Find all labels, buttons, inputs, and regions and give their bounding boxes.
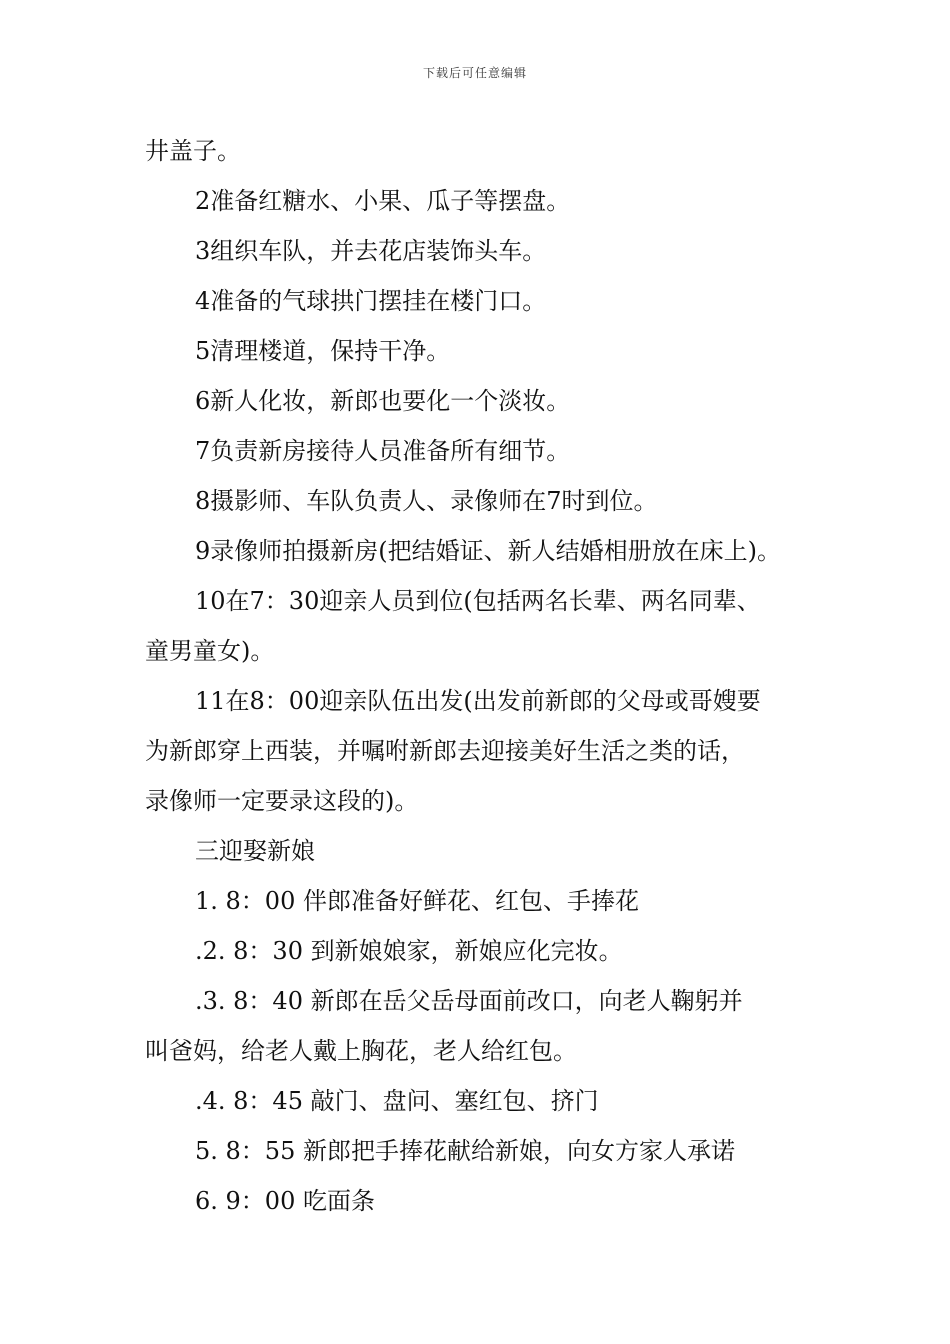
paragraph-line: 3组织车队，并去花店装饰头车。 bbox=[195, 237, 547, 265]
paragraph-line: 叫爸妈，给老人戴上胸花，老人给红包。 bbox=[145, 1037, 577, 1065]
paragraph-line: 5清理楼道，保持干净。 bbox=[195, 337, 451, 365]
paragraph-line: 6新人化妆，新郎也要化一个淡妆。 bbox=[195, 387, 571, 415]
paragraph-line: 为新郎穿上西装，并嘱咐新郎去迎接美好生活之类的话， bbox=[145, 737, 745, 765]
paragraph-line: .2. 8：30 到新娘娘家，新娘应化完妆。 bbox=[195, 937, 623, 965]
paragraph-line: 11在8：00迎亲队伍出发(出发前新郎的父母或哥嫂要 bbox=[195, 687, 761, 715]
document-body bbox=[145, 126, 815, 1226]
paragraph-line: 8摄影师、车队负责人、录像师在7时到位。 bbox=[195, 487, 658, 515]
paragraph-line: 1. 8：00 伴郎准备好鲜花、红包、手捧花 bbox=[195, 887, 639, 915]
paragraph-line: 5. 8：55 新郎把手捧花献给新娘，向女方家人承诺 bbox=[195, 1137, 735, 1165]
section-heading: 三迎娶新娘 bbox=[195, 837, 315, 865]
paragraph-line: 童男童女)。 bbox=[145, 637, 275, 665]
paragraph-line: 井盖子。 bbox=[145, 137, 241, 165]
page-header: 下载后可任意编辑 bbox=[422, 66, 527, 80]
paragraph-line: 2准备红糖水、小果、瓜子等摆盘。 bbox=[195, 187, 571, 215]
paragraph-line: 10在7：30迎亲人员到位(包括两名长辈、两名同辈、 bbox=[195, 587, 761, 615]
paragraph-line: 6. 9：00 吃面条 bbox=[195, 1187, 375, 1215]
paragraph-line: 录像师一定要录这段的)。 bbox=[145, 787, 419, 815]
paragraph-line: .4. 8：45 敲门、盘问、塞红包、挤门 bbox=[195, 1087, 599, 1115]
paragraph-line: 9录像师拍摄新房(把结婚证、新人结婚相册放在床上)。 bbox=[195, 537, 781, 565]
paragraph-line: 7负责新房接待人员准备所有细节。 bbox=[195, 437, 571, 465]
paragraph-line: .3. 8：40 新郎在岳父岳母面前改口，向老人鞠躬并 bbox=[195, 987, 743, 1015]
paragraph-line: 4准备的气球拱门摆挂在楼门口。 bbox=[195, 287, 547, 315]
